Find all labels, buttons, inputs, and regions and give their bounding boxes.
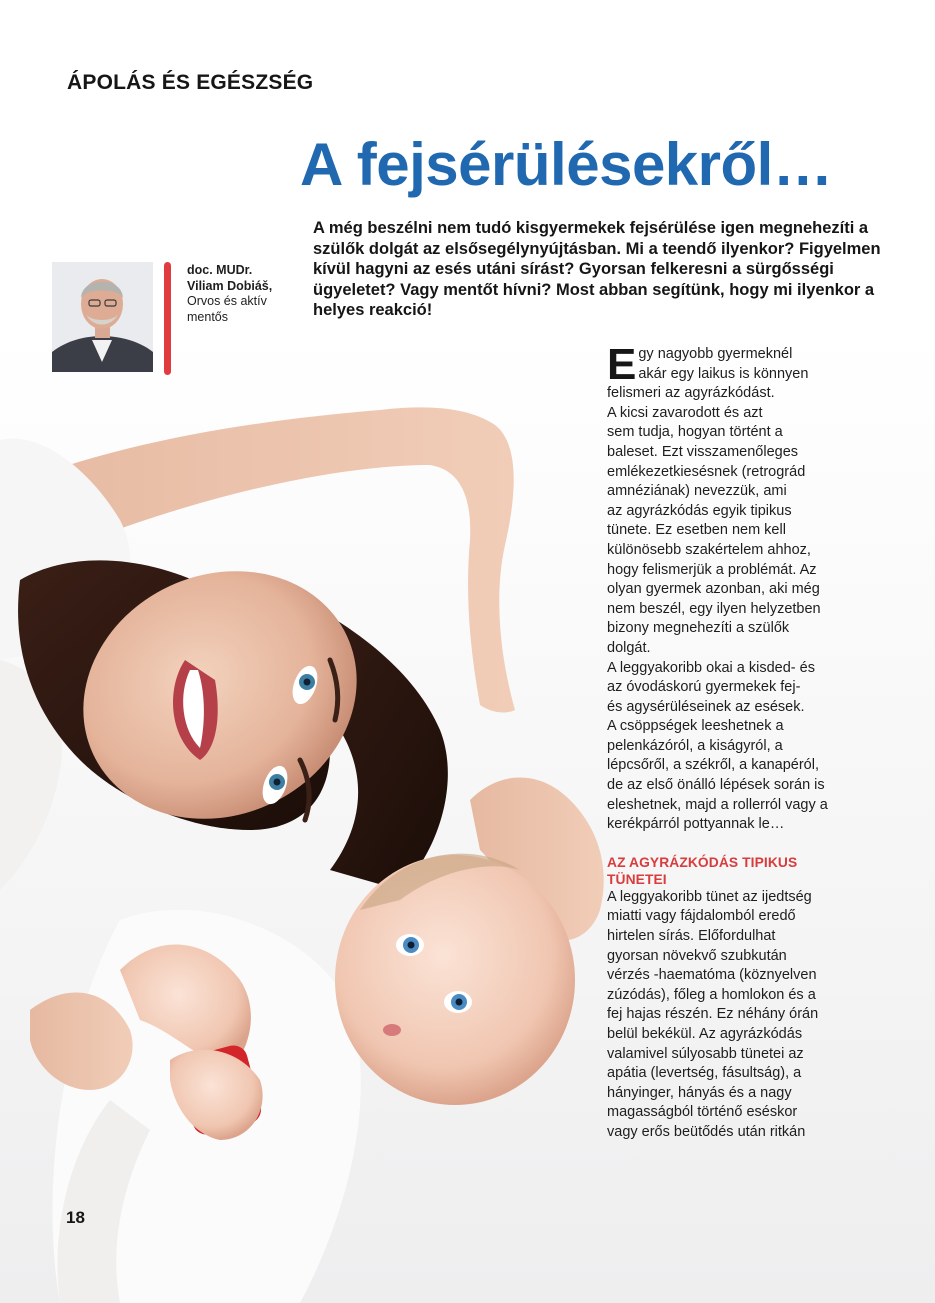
author-name: doc. MUDr. Viliam Dobiáš, xyxy=(187,263,273,293)
article-title: A fejsérülésekről… xyxy=(300,131,833,198)
body-paragraph-1-text: gy nagyobb gyermeknél akár egy laikus is könnyen felismeri az agyrázkódást. A kicsi zavarodott és azt sem tudja, hogyan történt a baleset. Ezt visszamenőleges emlékezetkiesésnek (retrográd amnéziának) nevezzük, ami az agyrázkódás egyik tipikus tünete. Ez esetben nem kell különösebb szakértelem ahhoz, hogy felismerjük a problémát. Az olyan gyermek azonban, aki még nem beszél, egy ilyen helyzetben bizony megnehezíti a szülők dolgát. xyxy=(607,346,821,656)
author-portrait xyxy=(52,262,153,372)
page-number: 18 xyxy=(66,1208,85,1227)
body-paragraph-3: A leggyakoribb tünet az ijedtség miatti vagy fájdalomból eredő hirtelen sírás. Előfordulhat gyorsan növekvő szubkután vérzés -haematóma (köznyelven zúzódás), főleg a homlokon és a fej hajas részén. Ez néhány órán belül bekékül. Az agyrázkódás valamivel súlyosabb tünetei az apátia (levertség, fásultság), a hányinger, hányás és a nagy magasságból történő eséskor vagy erős beütődés után ritkán xyxy=(607,888,819,1140)
body-paragraph-2: A leggyakoribb okai a kisded- és az óvodáskorú gyermekek fej- és agysérüléseinek az esések. A csöppségek leeshetnek a pelenkázóról, a kiságyról, a lépcsőről, a székről, a kanapéról, de az első önálló lépések során is eleshetnek, majd a rollerról vagy a kerékpárról pottyannak le… xyxy=(607,659,828,833)
article-body xyxy=(607,340,882,1143)
body-paragraph-1 xyxy=(607,340,882,659)
section-subheading: AZ AGYRÁZKÓDÁS TIPIKUS TÜNETEI xyxy=(607,854,798,887)
article-lead: A még beszélni nem tudó kisgyermekek fejsérülése igen megnehezíti a szülők dolgát az elsősegélynyújtásban. Mi a teendő ilyenkor? Figyelmen kívül hagyni az esés utáni sírást? Gyorsan felkeresni a sürgősségi ügyeletet? Vagy mentőt hívni? Most abban segítünk, hogy mi ilyenkor a helyes reakció! xyxy=(313,219,881,320)
author-accent-bar xyxy=(164,262,171,375)
drop-cap: E xyxy=(607,340,637,389)
author-role: Orvos és aktív mentős xyxy=(187,294,267,324)
section-label: ÁPOLÁS ÉS EGÉSZSÉG xyxy=(67,71,314,94)
author-info xyxy=(187,263,272,325)
